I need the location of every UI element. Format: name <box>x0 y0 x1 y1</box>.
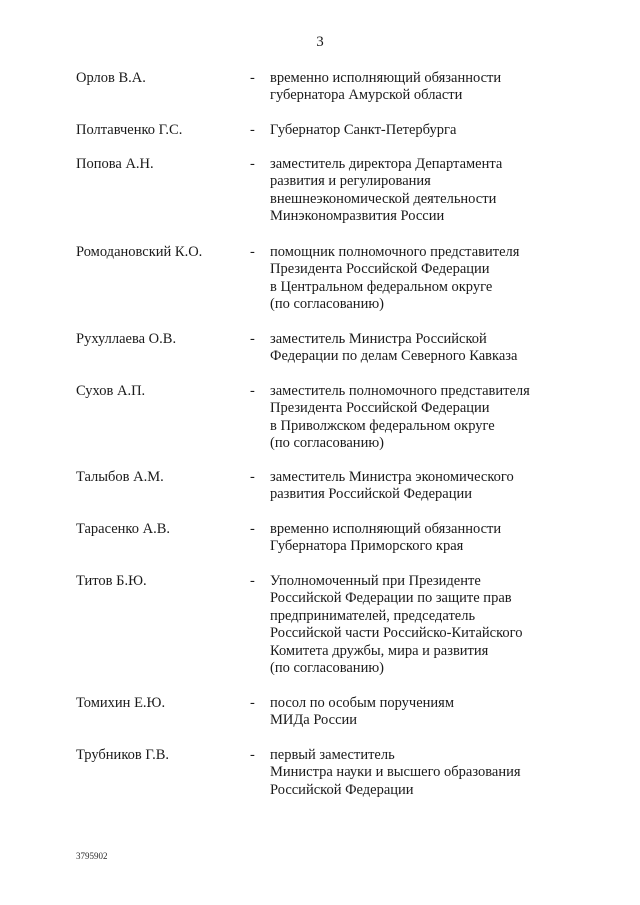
separator-dash: - <box>250 469 255 485</box>
page-number: 3 <box>316 34 324 50</box>
separator-dash: - <box>250 156 255 172</box>
person-name: Сухов А.П. <box>76 383 146 399</box>
person-position: временно исполняющий обязанности Губернатора Приморского края <box>270 521 502 555</box>
person-name: Трубников Г.В. <box>76 747 170 763</box>
separator-dash: - <box>250 695 255 711</box>
person-name: Томихин Е.Ю. <box>76 695 166 711</box>
person-position: помощник полномочного представителя Президента Российской Федерации в Центральном федеральном округе (по согласованию) <box>270 244 520 313</box>
person-name: Попова А.Н. <box>76 156 154 172</box>
person-name: Орлов В.А. <box>76 70 146 86</box>
document-code: 3795902 <box>76 851 108 861</box>
person-name: Полтавченко Г.С. <box>76 122 183 138</box>
separator-dash: - <box>250 747 255 763</box>
separator-dash: - <box>250 122 255 138</box>
person-name: Ромодановский К.О. <box>76 244 203 260</box>
separator-dash: - <box>250 383 255 399</box>
person-name: Талыбов А.М. <box>76 469 164 485</box>
person-position: заместитель Министра экономического развития Российской Федерации <box>270 469 514 503</box>
person-position: заместитель директора Департамента развития и регулирования внешнеэкономической деятельности Минэкономразвития России <box>270 156 503 225</box>
separator-dash: - <box>250 521 255 537</box>
person-position: заместитель полномочного представителя Президента Российской Федерации в Приволжском федеральном округе (по согласованию) <box>270 383 530 452</box>
separator-dash: - <box>250 244 255 260</box>
person-position: посол по особым поручениям МИДа России <box>270 695 454 729</box>
person-position: первый заместитель Министра науки и высшего образования Российской Федерации <box>270 747 521 798</box>
separator-dash: - <box>250 573 255 589</box>
person-name: Тарасенко А.В. <box>76 521 171 537</box>
separator-dash: - <box>250 70 255 86</box>
person-position: Уполномоченный при Президенте Российской Федерации по защите прав предпринимателей, председатель Российской части Российско-Китайского Комитета дружбы, мира и развития (по согласованию) <box>270 573 523 677</box>
person-name: Титов Б.Ю. <box>76 573 147 589</box>
person-name: Рухуллаева О.В. <box>76 331 177 347</box>
person-position: заместитель Министра Российской Федерации по делам Северного Кавказа <box>270 331 518 365</box>
person-position: Губернатор Санкт-Петербурга <box>270 122 457 138</box>
person-position: временно исполняющий обязанности губернатора Амурской области <box>270 70 502 104</box>
separator-dash: - <box>250 331 255 347</box>
